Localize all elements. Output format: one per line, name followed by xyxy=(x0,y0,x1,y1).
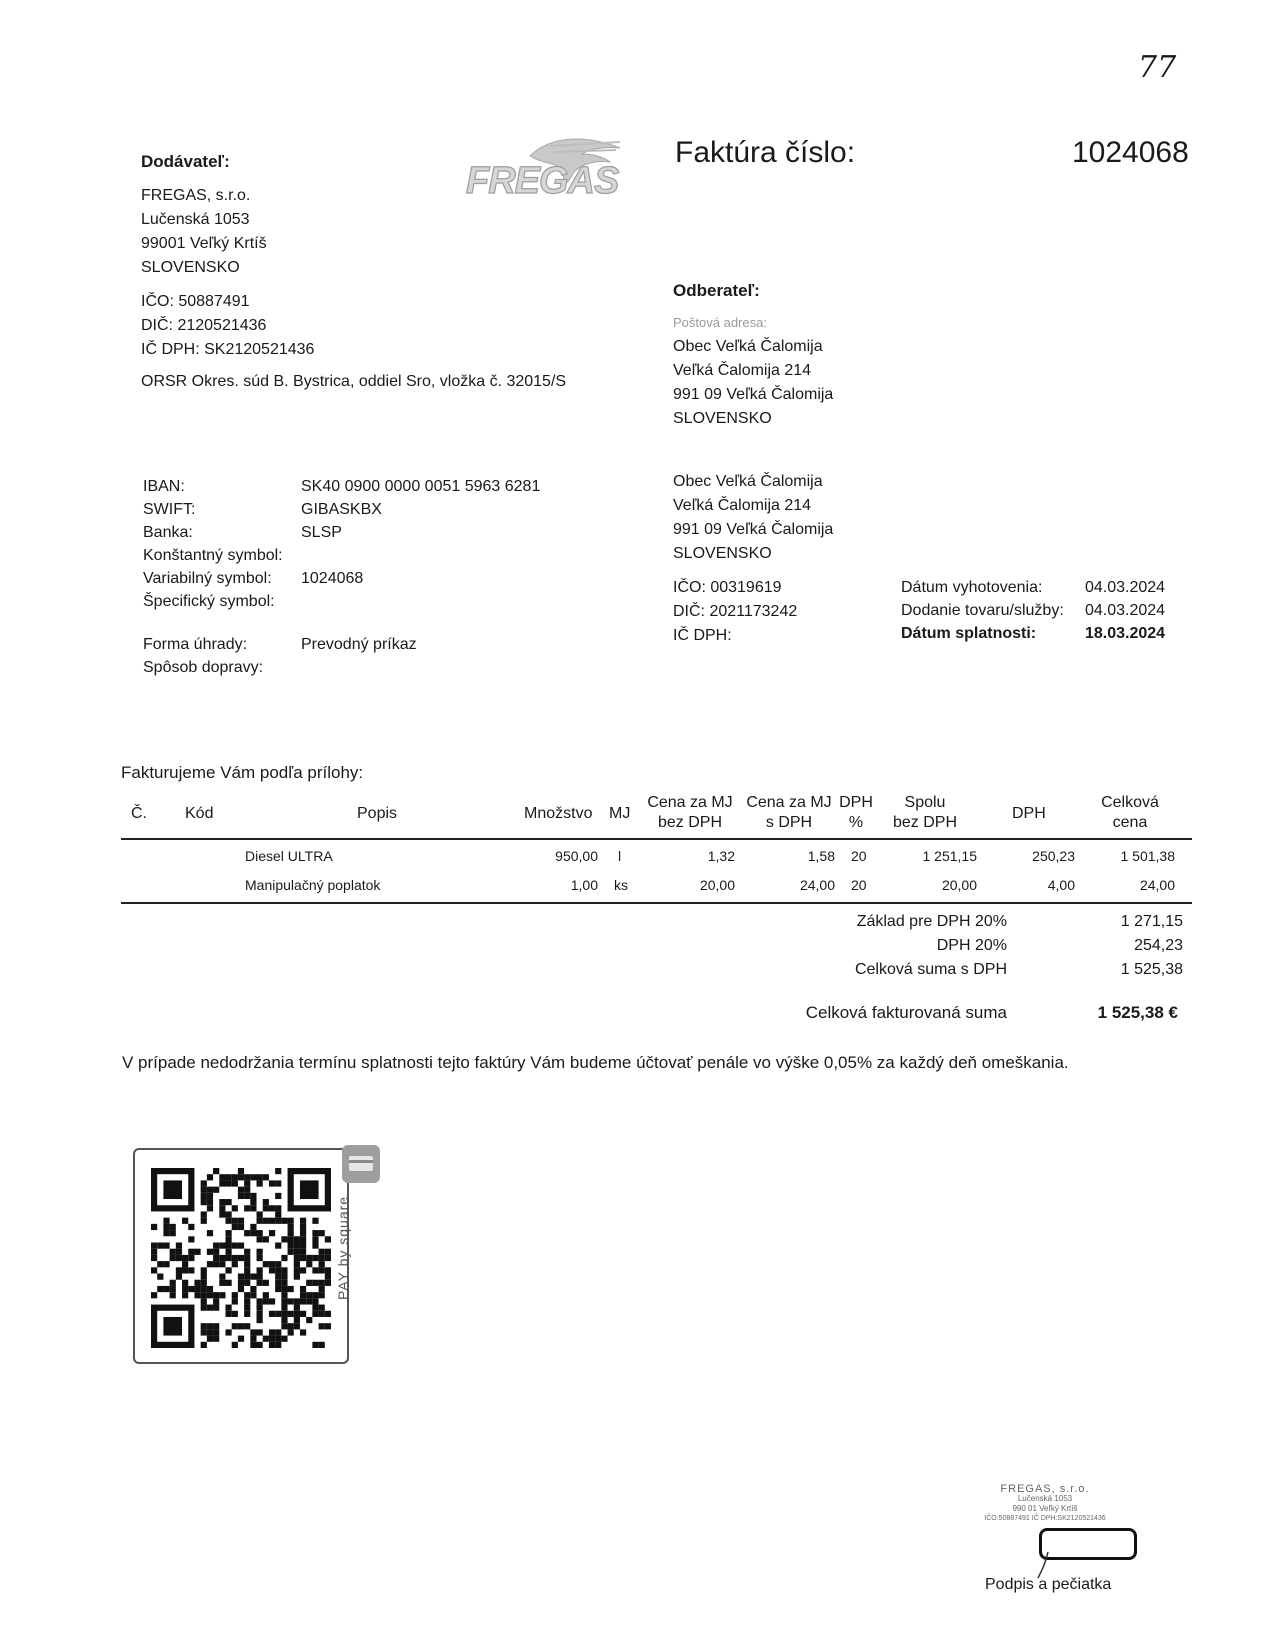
spec-symbol-label: Špecifický symbol: xyxy=(143,593,275,610)
total-with-vat-label: Celková suma s DPH xyxy=(854,961,1007,978)
qr-code xyxy=(151,1168,331,1348)
row-qty: 950,00 xyxy=(555,848,598,864)
row-vat: 20 xyxy=(851,848,867,864)
row-vat-amount: 250,23 xyxy=(1032,848,1075,864)
payment-values xyxy=(301,475,540,679)
row-desc: Diesel ULTRA xyxy=(245,848,333,864)
customer-icdph: IČ DPH: xyxy=(673,627,732,644)
handwritten-page-number: 77 xyxy=(1138,50,1177,85)
penalty-note: V prípade nedodržania termínu splatnosti tejto faktúry Vám budeme účtovať penále vo výške 0,05% za každý deň omeškania. xyxy=(122,1053,1069,1072)
vat-label: DPH 20% xyxy=(936,937,1007,954)
row-total-ex: 1 251,15 xyxy=(922,848,977,864)
vat-value: 254,23 xyxy=(1134,937,1183,954)
supplier-register: ORSR Okres. súd B. Bystrica, oddiel Sro, vložka č. 32015/S xyxy=(141,373,567,390)
supplier-heading: Dodávateľ: xyxy=(141,152,230,171)
customer-block xyxy=(673,279,833,431)
col-header-no: Č. xyxy=(131,805,147,822)
vat-base-value: 1 271,15 xyxy=(1120,913,1183,930)
var-symbol-value: 1024068 xyxy=(301,570,364,587)
swift-value: GIBASKBX xyxy=(301,501,382,518)
bank-value: SLSP xyxy=(301,524,342,541)
spec-symbol-value xyxy=(301,590,540,613)
total-with-vat-value: 1 525,38 xyxy=(1120,961,1183,978)
row-unit: ks xyxy=(614,877,628,893)
iban-label: IBAN: xyxy=(143,478,185,495)
supplier-street: Lučenská 1053 xyxy=(141,211,250,228)
col-header-total: Celková cena xyxy=(1101,794,1159,831)
row-total: 1 501,38 xyxy=(1120,848,1175,864)
col-header-price-ex: Cena za MJ bez DPH xyxy=(647,794,733,831)
customer-ico: IČO: 00319619 xyxy=(673,579,782,596)
col-header-unit: MJ xyxy=(609,805,631,822)
swift-label: SWIFT: xyxy=(143,501,196,518)
row-qty: 1,00 xyxy=(570,877,598,893)
const-symbol-label: Konštantný symbol: xyxy=(143,547,283,564)
payment-form-label: Forma úhrady: xyxy=(143,636,248,653)
bank-label: Banka: xyxy=(143,524,193,541)
invoice-title: Faktúra číslo: xyxy=(675,136,856,169)
customer-postal-country: SLOVENSKO xyxy=(673,410,772,427)
customer-postal-street: Veľká Čalomija 214 xyxy=(673,362,812,379)
table-header-rule xyxy=(121,838,1192,840)
col-header-qty: Množstvo xyxy=(524,805,593,822)
issue-date-value: 04.03.2024 xyxy=(1085,579,1166,596)
const-symbol-value xyxy=(301,544,540,567)
col-header-price-in: Cena za MJ s DPH xyxy=(746,794,832,831)
supplier-country: SLOVENSKO xyxy=(141,259,240,276)
customer-heading: Odberateľ: xyxy=(673,281,760,300)
items-intro: Fakturujeme Vám podľa prílohy: xyxy=(121,763,364,782)
supplier-name: FREGAS, s.r.o. xyxy=(141,187,251,204)
row-total: 24,00 xyxy=(1139,877,1175,893)
supplier-ico: IČO: 50887491 xyxy=(141,293,250,310)
grand-total-value: 1 525,38 € xyxy=(1097,1003,1178,1022)
row-vat-amount: 4,00 xyxy=(1047,877,1075,893)
var-symbol-label: Variabilný symbol: xyxy=(143,570,272,587)
row-vat: 20 xyxy=(851,877,867,893)
grand-total-label: Celková fakturovaná suma xyxy=(805,1003,1007,1022)
pay-by-square-qr xyxy=(133,1148,349,1364)
company-stamp: FREGAS, s.r.o. Lučenská 1053 990 01 Veľký Krtíš IČO:50887491 IČ DPH:SK2120521436 xyxy=(984,1483,1106,1522)
row-price-in: 1,58 xyxy=(807,848,835,864)
card-icon xyxy=(342,1145,380,1183)
col-header-code: Kód xyxy=(185,805,214,822)
customer-dic: DIČ: 2021173242 xyxy=(673,603,798,620)
logo-text: FREGAS xyxy=(466,160,619,202)
col-header-desc: Popis xyxy=(357,805,398,822)
col-header-total-ex: Spolu bez DPH xyxy=(892,794,958,831)
due-date-label: Dátum splatnosti: xyxy=(901,625,1037,642)
customer-postal-label: Poštová adresa: xyxy=(673,315,767,330)
date-labels xyxy=(901,576,1064,645)
supplier-dic: DIČ: 2120521436 xyxy=(141,317,267,334)
row-desc: Manipulačný poplatok xyxy=(245,877,381,893)
customer-postal-city: 991 09 Veľká Čalomija xyxy=(673,386,834,403)
row-price-ex: 20,00 xyxy=(699,877,735,893)
delivery-date-value: 04.03.2024 xyxy=(1085,602,1166,619)
iban-value: SK40 0900 0000 0051 5963 6281 xyxy=(301,478,541,495)
payment-labels xyxy=(143,475,283,679)
row-unit: l xyxy=(618,848,622,864)
customer-billing-country: SLOVENSKO xyxy=(673,545,772,562)
pay-by-square-text: PAY by square xyxy=(335,1195,351,1300)
signature-label: Podpis a pečiatka xyxy=(985,1576,1112,1593)
row-price-ex: 1,32 xyxy=(707,848,735,864)
customer-billing-block xyxy=(673,470,833,648)
row-price-in: 24,00 xyxy=(799,877,835,893)
col-header-vat: DPH % xyxy=(839,794,873,831)
date-values xyxy=(1085,576,1165,645)
fregas-logo xyxy=(466,128,630,208)
customer-billing-city: 991 09 Veľká Čalomija xyxy=(673,521,834,538)
issue-date-label: Dátum vyhotovenia: xyxy=(901,579,1043,596)
transport-value xyxy=(301,656,540,679)
transport-label: Spôsob dopravy: xyxy=(143,659,264,676)
invoice-number: 1024068 xyxy=(1072,136,1189,169)
customer-billing-name: Obec Veľká Čalomija xyxy=(673,473,823,490)
supplier-city: 99001 Veľký Krtíš xyxy=(141,235,267,252)
supplier-icdph: IČ DPH: SK2120521436 xyxy=(141,341,315,358)
customer-billing-street: Veľká Čalomija 214 xyxy=(673,497,812,514)
row-total-ex: 20,00 xyxy=(941,877,977,893)
payment-form-value: Prevodný príkaz xyxy=(301,636,417,653)
customer-postal-name: Obec Veľká Čalomija xyxy=(673,338,823,355)
due-date-value: 18.03.2024 xyxy=(1085,625,1166,642)
delivery-date-label: Dodanie tovaru/služby: xyxy=(901,602,1064,619)
table-footer-rule xyxy=(121,902,1192,904)
vat-base-label: Základ pre DPH 20% xyxy=(856,913,1007,930)
col-header-vat-amount: DPH xyxy=(1012,805,1046,822)
